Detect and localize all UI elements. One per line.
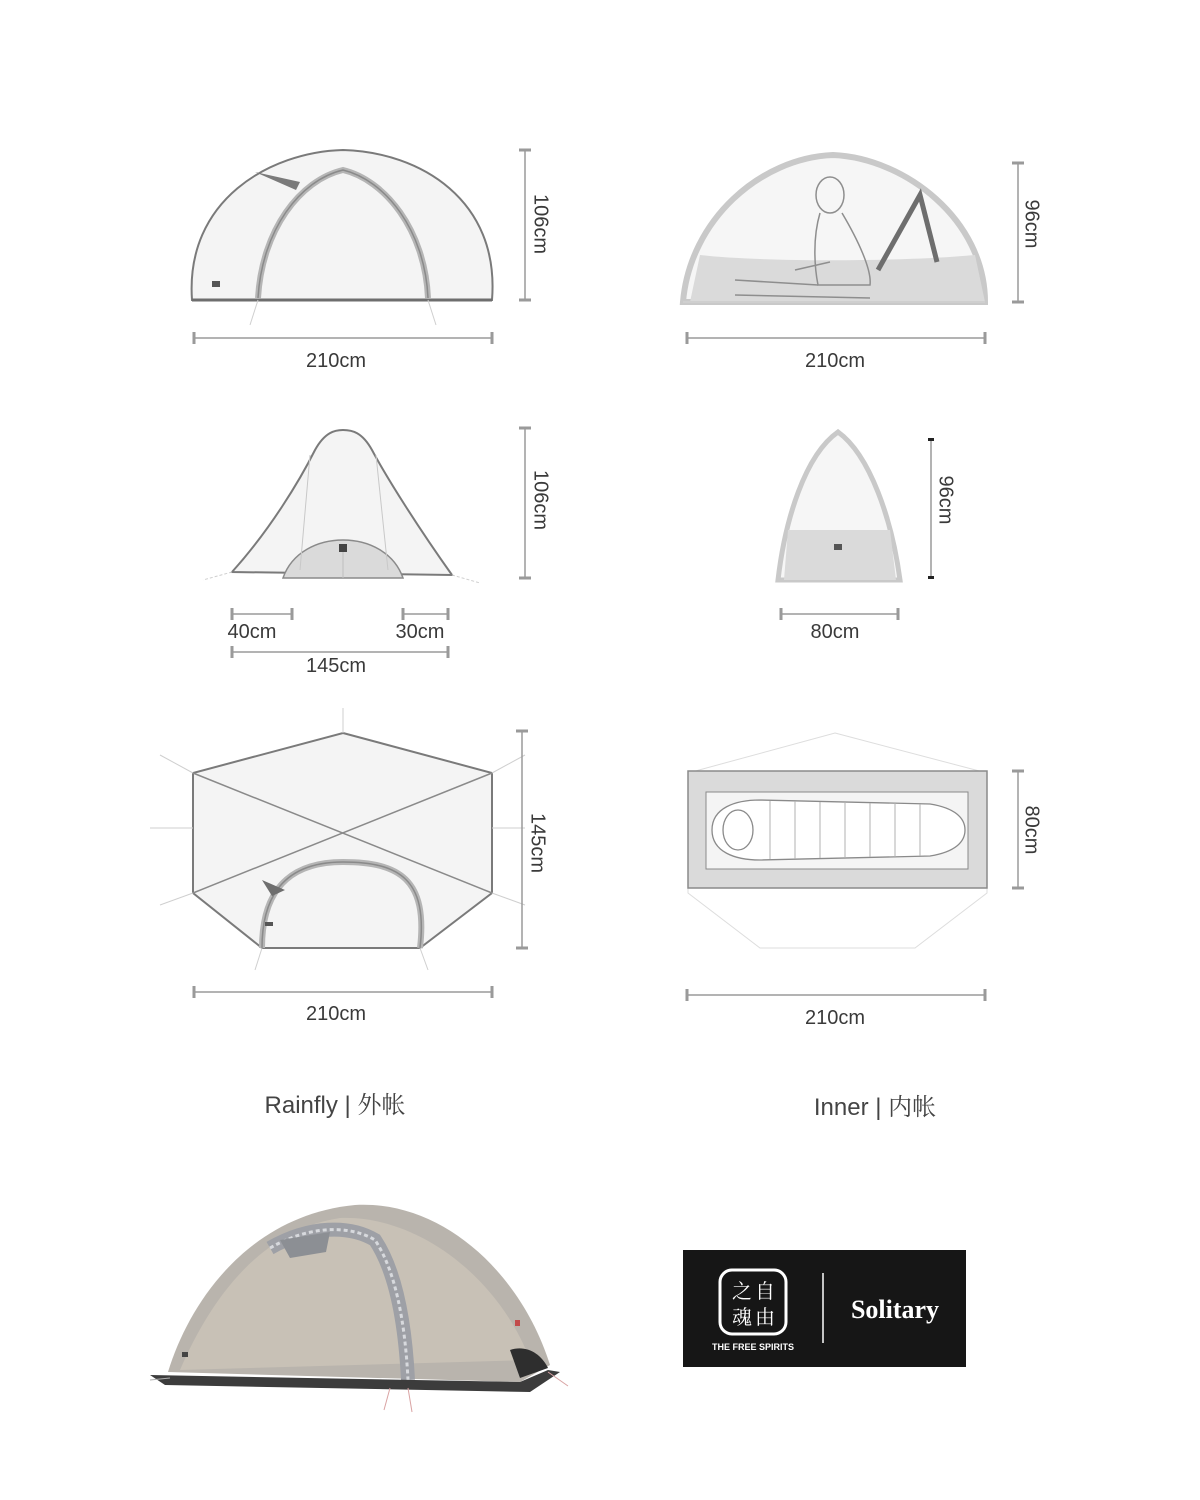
rainfly-top-length-label: 210cm [305,1003,367,1025]
svg-text:由: 由 [755,1305,775,1329]
rainfly-top-width-label: 145cm [526,812,549,874]
svg-text:自: 自 [755,1279,775,1303]
brand-block [683,1250,966,1367]
sleeping-bag-outline [712,800,965,860]
assembled-tent-illustration [150,1205,568,1412]
inner-top-view [688,733,987,948]
rainfly-top-view [150,708,525,970]
inner-end-height-dimension [928,438,934,579]
rainfly-end-height-label: 106cm [529,469,552,531]
rainfly-end-width-label: 145cm [305,655,367,677]
rainfly-caption: Rainfly | 外帐 [264,1092,406,1119]
svg-text:魂: 魂 [732,1305,752,1329]
rainfly-vestibule-left-label: 40cm [227,621,277,643]
inner-end-height-label: 96cm [934,475,957,525]
brand-product-name: Solitary [850,1295,940,1324]
rainfly-side-height-label: 106cm [529,193,552,255]
inner-side-view [683,155,985,302]
rainfly-side-length-label: 210cm [305,350,367,372]
brand-subtitle: THE FREE SPIRITS [711,1342,795,1352]
rainfly-vestibule-right-label: 30cm [395,621,445,643]
inner-end-view [778,432,900,580]
inner-side-height-label: 96cm [1020,199,1043,249]
inner-top-width-label: 80cm [1020,805,1043,855]
inner-caption: Inner | 内帐 [813,1094,937,1121]
rainfly-side-view [192,150,493,325]
inner-end-width-label: 80cm [810,621,860,643]
svg-text:之: 之 [732,1279,752,1303]
inner-top-length-label: 210cm [804,1007,866,1029]
inner-side-length-label: 210cm [804,350,866,372]
rainfly-end-view [203,430,480,583]
